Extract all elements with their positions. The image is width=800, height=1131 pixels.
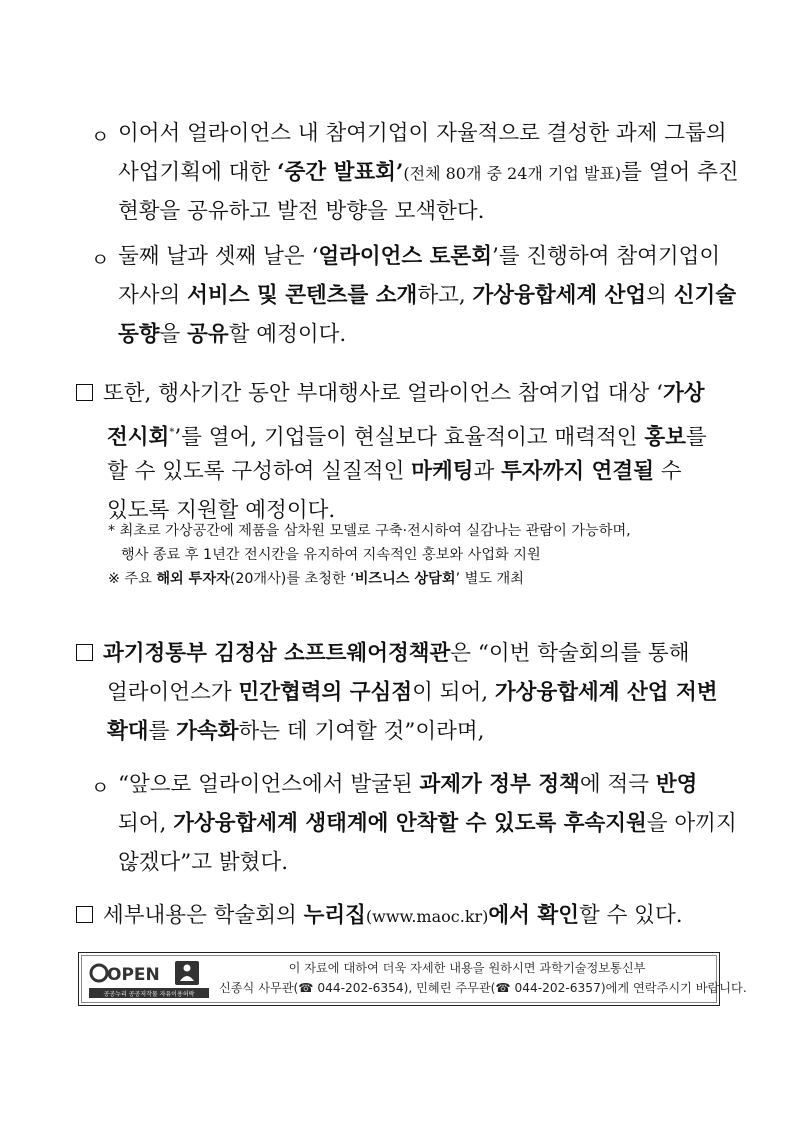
text-line: 자사의 서비스 및 콘텐츠를 소개하고, 가상융합세계 산업의 신기술 [118, 283, 737, 308]
paragraph-official-quote [76, 634, 718, 751]
text-line: 이어서 얼라이언스 내 참여기업이 자율적으로 결성한 과제 그룹의 [118, 121, 727, 146]
text-line: 현황을 공유하고 발전 방향을 모색한다. [118, 199, 485, 224]
contact-line: 신종식 사무관(☎ 044-202-6354), 민혜린 주무관(☎ 044-202-6357)에게 연락주시기 바랍니다. [219, 981, 747, 995]
footnote-line: 행사 종료 후 1년간 전시칸을 유지하여 지속적인 홍보와 사업화 지원 [121, 547, 541, 563]
text-line: 둘째 날과 셋째 날은 ‘얼라이언스 토론회’를 진행하여 참여기업이 [118, 244, 721, 269]
footnote-block [108, 519, 631, 591]
contact-text [219, 958, 747, 998]
contact-info-box [78, 952, 747, 1006]
square-bullet-icon [76, 644, 93, 661]
square-bullet-icon [76, 906, 93, 923]
paragraph-government-support [118, 765, 737, 882]
text-line: 전시회*’를 열어, 기업들이 현실보다 효율적이고 매력적인 홍보를 [107, 425, 707, 450]
text-line: 확대를 가속화하는 데 기여할 것”이라며, [107, 719, 485, 744]
paragraph-website-info [76, 896, 683, 935]
text-line: 않겠다”고 밝혔다. [118, 850, 289, 875]
square-bullet-icon [76, 384, 93, 401]
text-line: 할 수 있도록 구성하여 실질적인 마케팅과 투자까지 연결될 수 [107, 459, 682, 484]
text-line: “앞으로 얼라이언스에서 발굴된 과제가 정부 정책에 적극 반영 [118, 772, 698, 797]
paragraph-virtual-exhibition [76, 374, 707, 530]
text-line: 얼라이언스가 민간협력의 구심점이 되어, 가상융합세계 산업 저변 [107, 680, 718, 705]
paragraph-midterm-presentation [118, 114, 739, 231]
open-license-logo-icon [87, 959, 215, 999]
circle-bullet-icon: ㅇ [91, 249, 110, 271]
reference-note: ※ 주요 해외 투자자(20개사)를 초청한 ‘비즈니스 상담회’ 별도 개최 [108, 571, 524, 587]
svg-text:OPEN: OPEN [107, 965, 160, 985]
text-line: 동향을 공유할 예정이다. [118, 322, 347, 347]
contact-line: 이 자료에 대하여 더욱 자세한 내용을 원하시면 과학기술정보통신부 [288, 961, 646, 975]
text-line: 되어, 가상융합세계 생태계에 안착할 수 있도록 후속지원을 아끼지 [118, 811, 737, 836]
text-line: 사업기획에 대한 ‘중간 발표회’(전체 80개 중 24개 기업 발표)를 열어 추진 [118, 160, 739, 185]
circle-bullet-icon: ㅇ [91, 777, 110, 799]
paragraph-alliance-forum [118, 237, 736, 354]
footnote-line: * 최초로 가상공간에 제품을 삼차원 모델로 구축·전시하여 실감나는 관람이 가능하며, [108, 523, 631, 539]
text-line: 과기정통부 김정삼 소프트웨어정책관은 “이번 학술회의를 통해 [76, 634, 718, 673]
text-line: 세부내용은 학술회의 누리집(www.maoc.kr)에서 확인할 수 있다. [76, 896, 683, 935]
text-line: 또한, 행사기간 동안 부대행사로 얼라이언스 참여기업 대상 ‘가상 [76, 374, 707, 413]
text-line: 있도록 지원할 예정이다. [107, 498, 336, 523]
svg-text:공공누리 공공저작물 자유이용허락: 공공누리 공공저작물 자유이용허락 [103, 991, 195, 998]
circle-bullet-icon: ㅇ [91, 126, 110, 148]
